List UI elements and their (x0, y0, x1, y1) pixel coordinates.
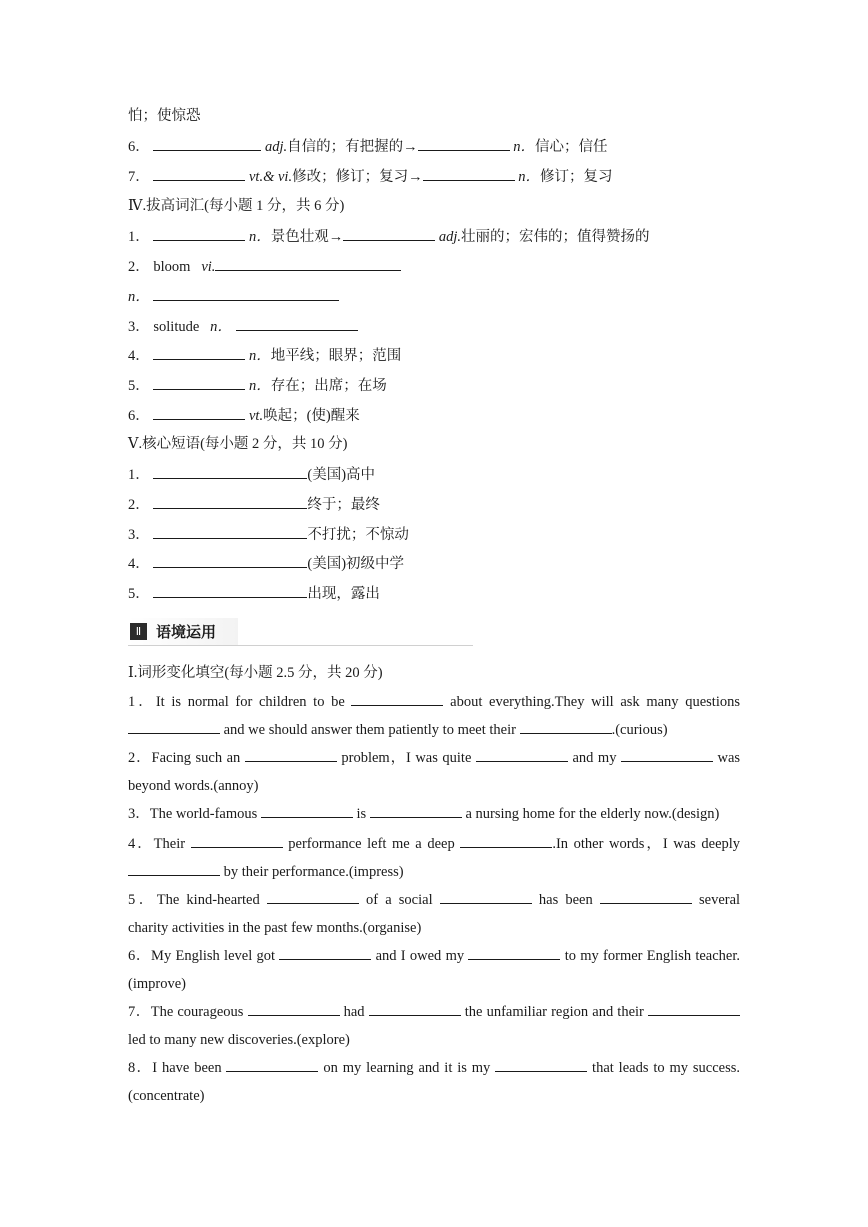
item-number: 5． (128, 378, 150, 394)
answer-blank[interactable] (153, 583, 307, 598)
question-5: 5．The kind-hearted of a social has been several charity activities in the past few months.(organise) (128, 886, 740, 942)
part-of-speech: vt.& vi. (249, 169, 293, 185)
answer-blank[interactable] (245, 747, 337, 762)
advanced-item-2-noun (128, 286, 339, 307)
answer-blank[interactable] (440, 889, 532, 904)
item-number: 3． (128, 527, 150, 543)
definition-text: 存在；出席；在场 (270, 378, 387, 394)
answer-blank[interactable] (153, 226, 245, 241)
part-of-speech: n． (249, 378, 271, 394)
answer-blank[interactable] (621, 747, 713, 762)
part-of-speech: n． (518, 169, 540, 185)
phrase-item-4 (128, 553, 404, 574)
answer-blank[interactable] (153, 286, 339, 301)
part-of-speech: vt. (249, 408, 264, 424)
phrase-meaning: 不打扰；不惊动 (307, 527, 409, 543)
definition-text: 修改；修订；复习→ (292, 169, 423, 185)
advanced-item-3 (128, 316, 358, 337)
phrase-item-3 (128, 524, 409, 545)
answer-blank[interactable] (476, 747, 568, 762)
phrase-item-2 (128, 494, 380, 515)
definition-text: 壮丽的；宏伟的；值得赞扬的 (461, 229, 650, 245)
question-6: 6．My English level got and I owed my to my former English teacher.(improve) (128, 942, 740, 998)
item-number: 1． (128, 467, 150, 483)
vocab-word: bloom (153, 259, 191, 275)
item-number: 5． (128, 586, 150, 602)
item-number: 4． (128, 556, 150, 572)
item-number: 4． (128, 348, 150, 364)
fill-section-title: Ⅰ.词形变化填空(每小题 2.5 分，共 20 分) (128, 665, 383, 681)
item-number: 2． (128, 497, 150, 513)
answer-blank[interactable] (153, 464, 307, 479)
phrase-meaning: (美国)高中 (307, 467, 376, 483)
part-of-speech: adj. (438, 229, 462, 245)
answer-blank[interactable] (460, 833, 552, 848)
answer-blank[interactable] (468, 945, 560, 960)
question-8: 8．I have been on my learning and it is my that leads to my success.(concentrate) (128, 1054, 740, 1110)
definition-text: 地平线；眼界；范围 (270, 348, 402, 364)
answer-blank[interactable] (128, 861, 220, 876)
phrase-meaning: 终于；最终 (307, 497, 380, 513)
context-usage-header (128, 618, 473, 646)
answer-blank[interactable] (279, 945, 371, 960)
answer-blank[interactable] (215, 256, 401, 271)
part-of-speech: n． (513, 139, 536, 155)
vocab-item-7 (128, 166, 612, 187)
answer-blank[interactable] (370, 803, 462, 818)
section-badge-icon: Ⅱ (130, 623, 147, 640)
question-4: 4．Their performance left me a deep .In other words，I was deeply by their performance.(impress) (128, 830, 740, 886)
answer-blank[interactable] (520, 719, 612, 734)
item-number: 7． (128, 169, 150, 185)
answer-blank[interactable] (153, 375, 245, 390)
part-of-speech: n． (249, 229, 271, 245)
question-7: 7．The courageous had the unfamiliar region and their led to many new discoveries.(explore) (128, 998, 740, 1054)
part-of-speech: n． (128, 289, 150, 305)
answer-blank[interactable] (418, 136, 510, 151)
answer-blank[interactable] (153, 494, 307, 509)
phrase-item-5 (128, 583, 380, 604)
section-heading: 语境运用 (156, 623, 217, 641)
answer-blank[interactable] (191, 833, 283, 848)
answer-blank[interactable] (153, 405, 245, 420)
definition-text: 唤起；(使)醒来 (263, 408, 360, 424)
question-3: 3．The world-famous is a nursing home for the elderly now.(design) (128, 800, 740, 828)
answer-blank[interactable] (153, 345, 245, 360)
answer-blank[interactable] (495, 1057, 587, 1072)
section-5-title: Ⅴ.核心短语(每小题 2 分，共 10 分) (128, 436, 348, 452)
question-2: 2．Facing such an problem，I was quite and my was beyond words.(annoy) (128, 744, 740, 800)
answer-blank[interactable] (423, 166, 515, 181)
phrase-meaning: (美国)初级中学 (307, 556, 405, 572)
question-1: 1．It is normal for children to be about everything.They will ask many questions and we should answer them patiently to meet their .(curious) (128, 688, 740, 744)
answer-blank[interactable] (343, 226, 435, 241)
definition-text: 自信的；有把握的→ (287, 139, 418, 155)
section-4-title: Ⅳ.拔高词汇(每小题 1 分，共 6 分) (128, 198, 345, 214)
answer-blank[interactable] (648, 1001, 740, 1016)
part-of-speech: adj. (265, 139, 288, 155)
definition-text: 信心；信任 (535, 139, 608, 155)
item-number: 6． (128, 408, 150, 424)
part-of-speech: n． (249, 348, 271, 364)
vocab-item-6 (128, 136, 608, 157)
continued-definition (128, 106, 201, 126)
definition-text: 修订；复习 (539, 169, 613, 185)
part-of-speech: vi. (201, 259, 216, 275)
advanced-item-6 (128, 405, 360, 426)
answer-blank[interactable] (261, 803, 353, 818)
answer-blank[interactable] (226, 1057, 318, 1072)
answer-blank[interactable] (267, 889, 359, 904)
part-of-speech: n． (210, 319, 232, 335)
phrase-meaning: 出现，露出 (307, 586, 380, 602)
definition-text: 景色壮观→ (270, 229, 344, 245)
answer-blank[interactable] (248, 1001, 340, 1016)
item-number: 6． (128, 139, 150, 155)
item-number: 2． (128, 259, 150, 275)
answer-blank[interactable] (153, 553, 307, 568)
answer-blank[interactable] (153, 166, 245, 181)
answer-blank[interactable] (128, 719, 220, 734)
advanced-item-5 (128, 375, 387, 396)
phrase-item-1 (128, 464, 375, 485)
answer-blank[interactable] (153, 524, 307, 539)
advanced-item-2 (128, 256, 401, 277)
answer-blank[interactable] (600, 889, 692, 904)
definition-text: 怕；使惊恐 (128, 108, 201, 124)
item-number: 1． (128, 229, 150, 245)
advanced-item-4 (128, 345, 401, 366)
answer-blank[interactable] (236, 316, 358, 331)
item-number: 3． (128, 319, 150, 335)
answer-blank[interactable] (369, 1001, 461, 1016)
vocab-word: solitude (153, 319, 200, 335)
header-underline (128, 645, 473, 646)
advanced-item-1 (128, 226, 650, 247)
answer-blank[interactable] (351, 691, 443, 706)
answer-blank[interactable] (153, 136, 261, 151)
